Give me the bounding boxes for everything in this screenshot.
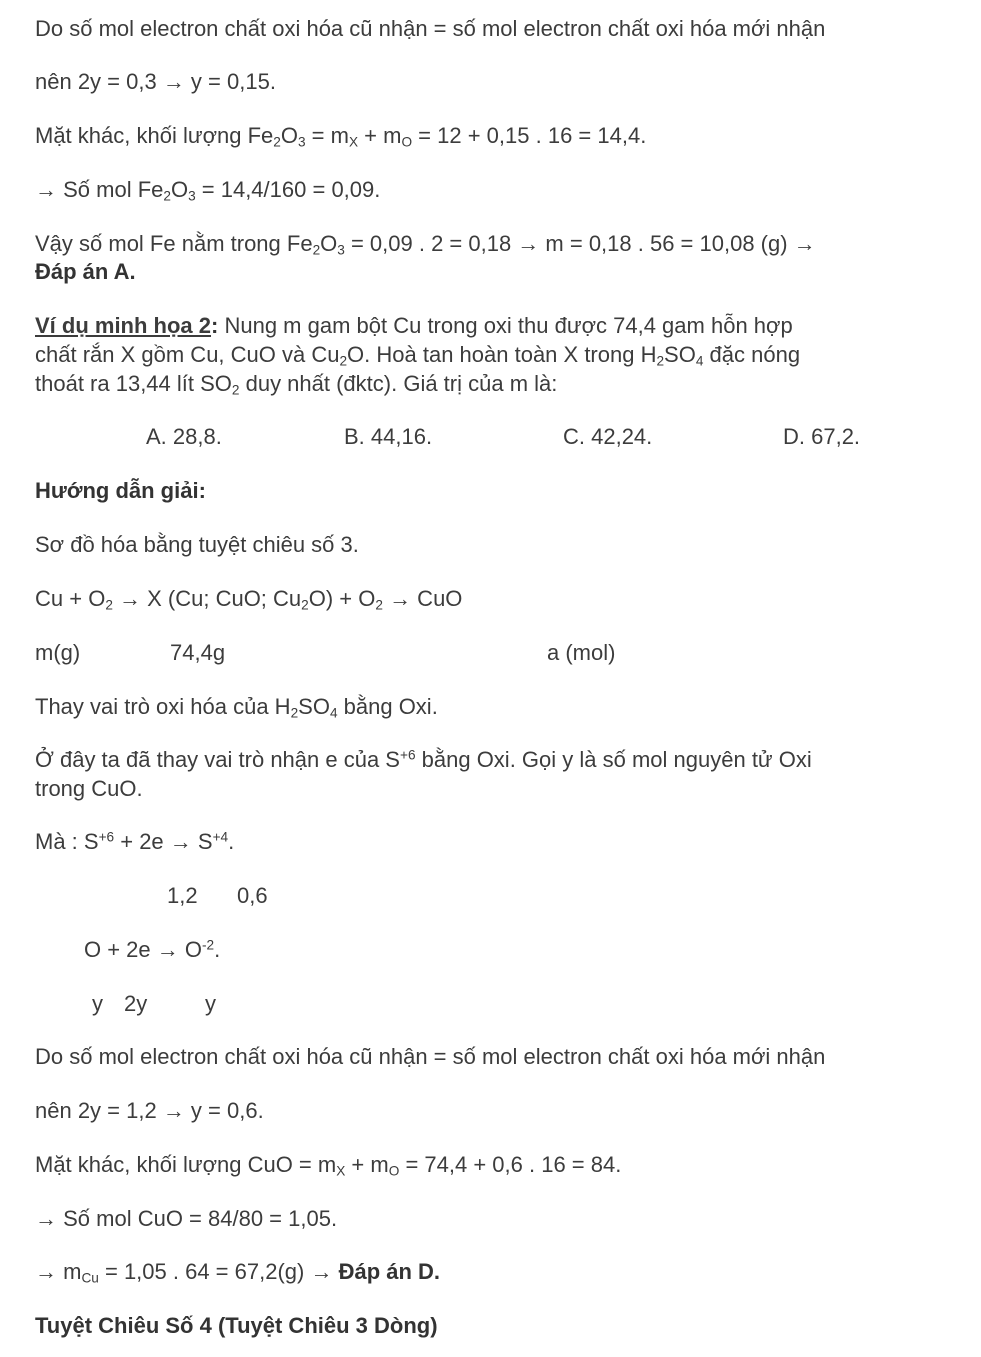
- answer-d: Đáp án D.: [338, 1259, 441, 1284]
- text-line: trong CuO.: [35, 776, 143, 801]
- equation-line: Mà : $S^{+6} + 2e \to S^{+4}$.: [35, 829, 235, 854]
- text-line: nên 2y = 1,2 → y = 0,6.: [35, 1098, 264, 1123]
- quantity-value: 0,6: [237, 883, 268, 908]
- option-c: C. 42,24.: [563, 424, 653, 449]
- text-line: nên 2y = 0,3 → y = 0,15.: [35, 69, 276, 94]
- text-line: → $m_{Cu} = 1,05$ . 64 = 67,2(g) → Đáp án D.: [35, 1259, 441, 1286]
- text-line: Vậy số mol Fe nằm trong $Fe_2O_3 = 0,09$ . 2 = 0,18 → m = 0,18 . 56 = 10,08 (g) →: [35, 231, 816, 258]
- answer-a: Đáp án A.: [35, 259, 136, 284]
- text-line: thoát ra 13,44 lít $SO_2$ duy nhất (đktc). Giá trị của m là:: [35, 371, 558, 398]
- quantity-value: a (mol): [547, 640, 616, 665]
- option-d: D. 67,2.: [783, 424, 861, 449]
- text-line: Thay vai trò oxi hóa của $H_2SO_4$ bằng Oxi.: [35, 694, 438, 721]
- text-line: chất rắn X gồm Cu, CuO và $Cu_2O$. Hoà tan hoàn toàn X trong $H_2SO_4$ đặc nóng: [35, 342, 801, 369]
- solution-heading: Hướng dẫn giải:: [35, 478, 206, 503]
- example-question: Ví dụ minh họa 2: Nung m gam bột Cu trong oxi thu được 74,4 gam hỗn hợp: [35, 313, 793, 338]
- quantity-value: 74,4g: [170, 640, 226, 665]
- quantity-line: m(g): [35, 640, 81, 665]
- quantity-value: y: [205, 991, 216, 1016]
- quantity-value: y: [92, 991, 103, 1016]
- example-label: Ví dụ minh họa 2: [35, 313, 212, 338]
- quantity-value: 1,2: [167, 883, 198, 908]
- text-line: Do số mol electron chất oxi hóa cũ nhận = số mol electron chất oxi hóa mới nhận: [35, 16, 826, 41]
- quantity-value: 2y: [124, 991, 148, 1016]
- text-line: Do số mol electron chất oxi hóa cũ nhận = số mol electron chất oxi hóa mới nhận: [35, 1044, 826, 1069]
- text-line: Sơ đồ hóa bằng tuyệt chiêu số 3.: [35, 532, 359, 557]
- option-b: B. 44,16.: [344, 424, 433, 449]
- equation-line: $O + 2e \to O^{-2}$.: [84, 937, 221, 962]
- section-heading: Tuyệt Chiêu Số 4 (Tuyệt Chiêu 3 Dòng): [35, 1313, 438, 1338]
- option-a: A. 28,8.: [146, 424, 222, 449]
- text-line: Ở đây ta đã thay vai trò nhận e của $S^{+6}$ bằng Oxi. Gọi y là số mol nguyên tử Oxi: [35, 747, 812, 772]
- text-line: → Số mol CuO = 84/80 = 1,05.: [35, 1206, 338, 1231]
- equation-line: $Cu + O_2 \to X$ (Cu; CuO; $Cu_2O) + O_2$ → CuO: [35, 586, 463, 613]
- text-line: → Số mol $Fe_2O_3 = 14,4/160 = 0,09$.: [35, 177, 381, 204]
- text-line: Mặt khác, khối lượng $Fe_2O_3 = m_X + m_O = 12 + 0,15$ . 16 = 14,4.: [35, 123, 647, 150]
- text-line: Mặt khác, khối lượng CuO = $m_X + m_O = 74,4 + 0,6$ . 16 = 84.: [35, 1152, 622, 1179]
